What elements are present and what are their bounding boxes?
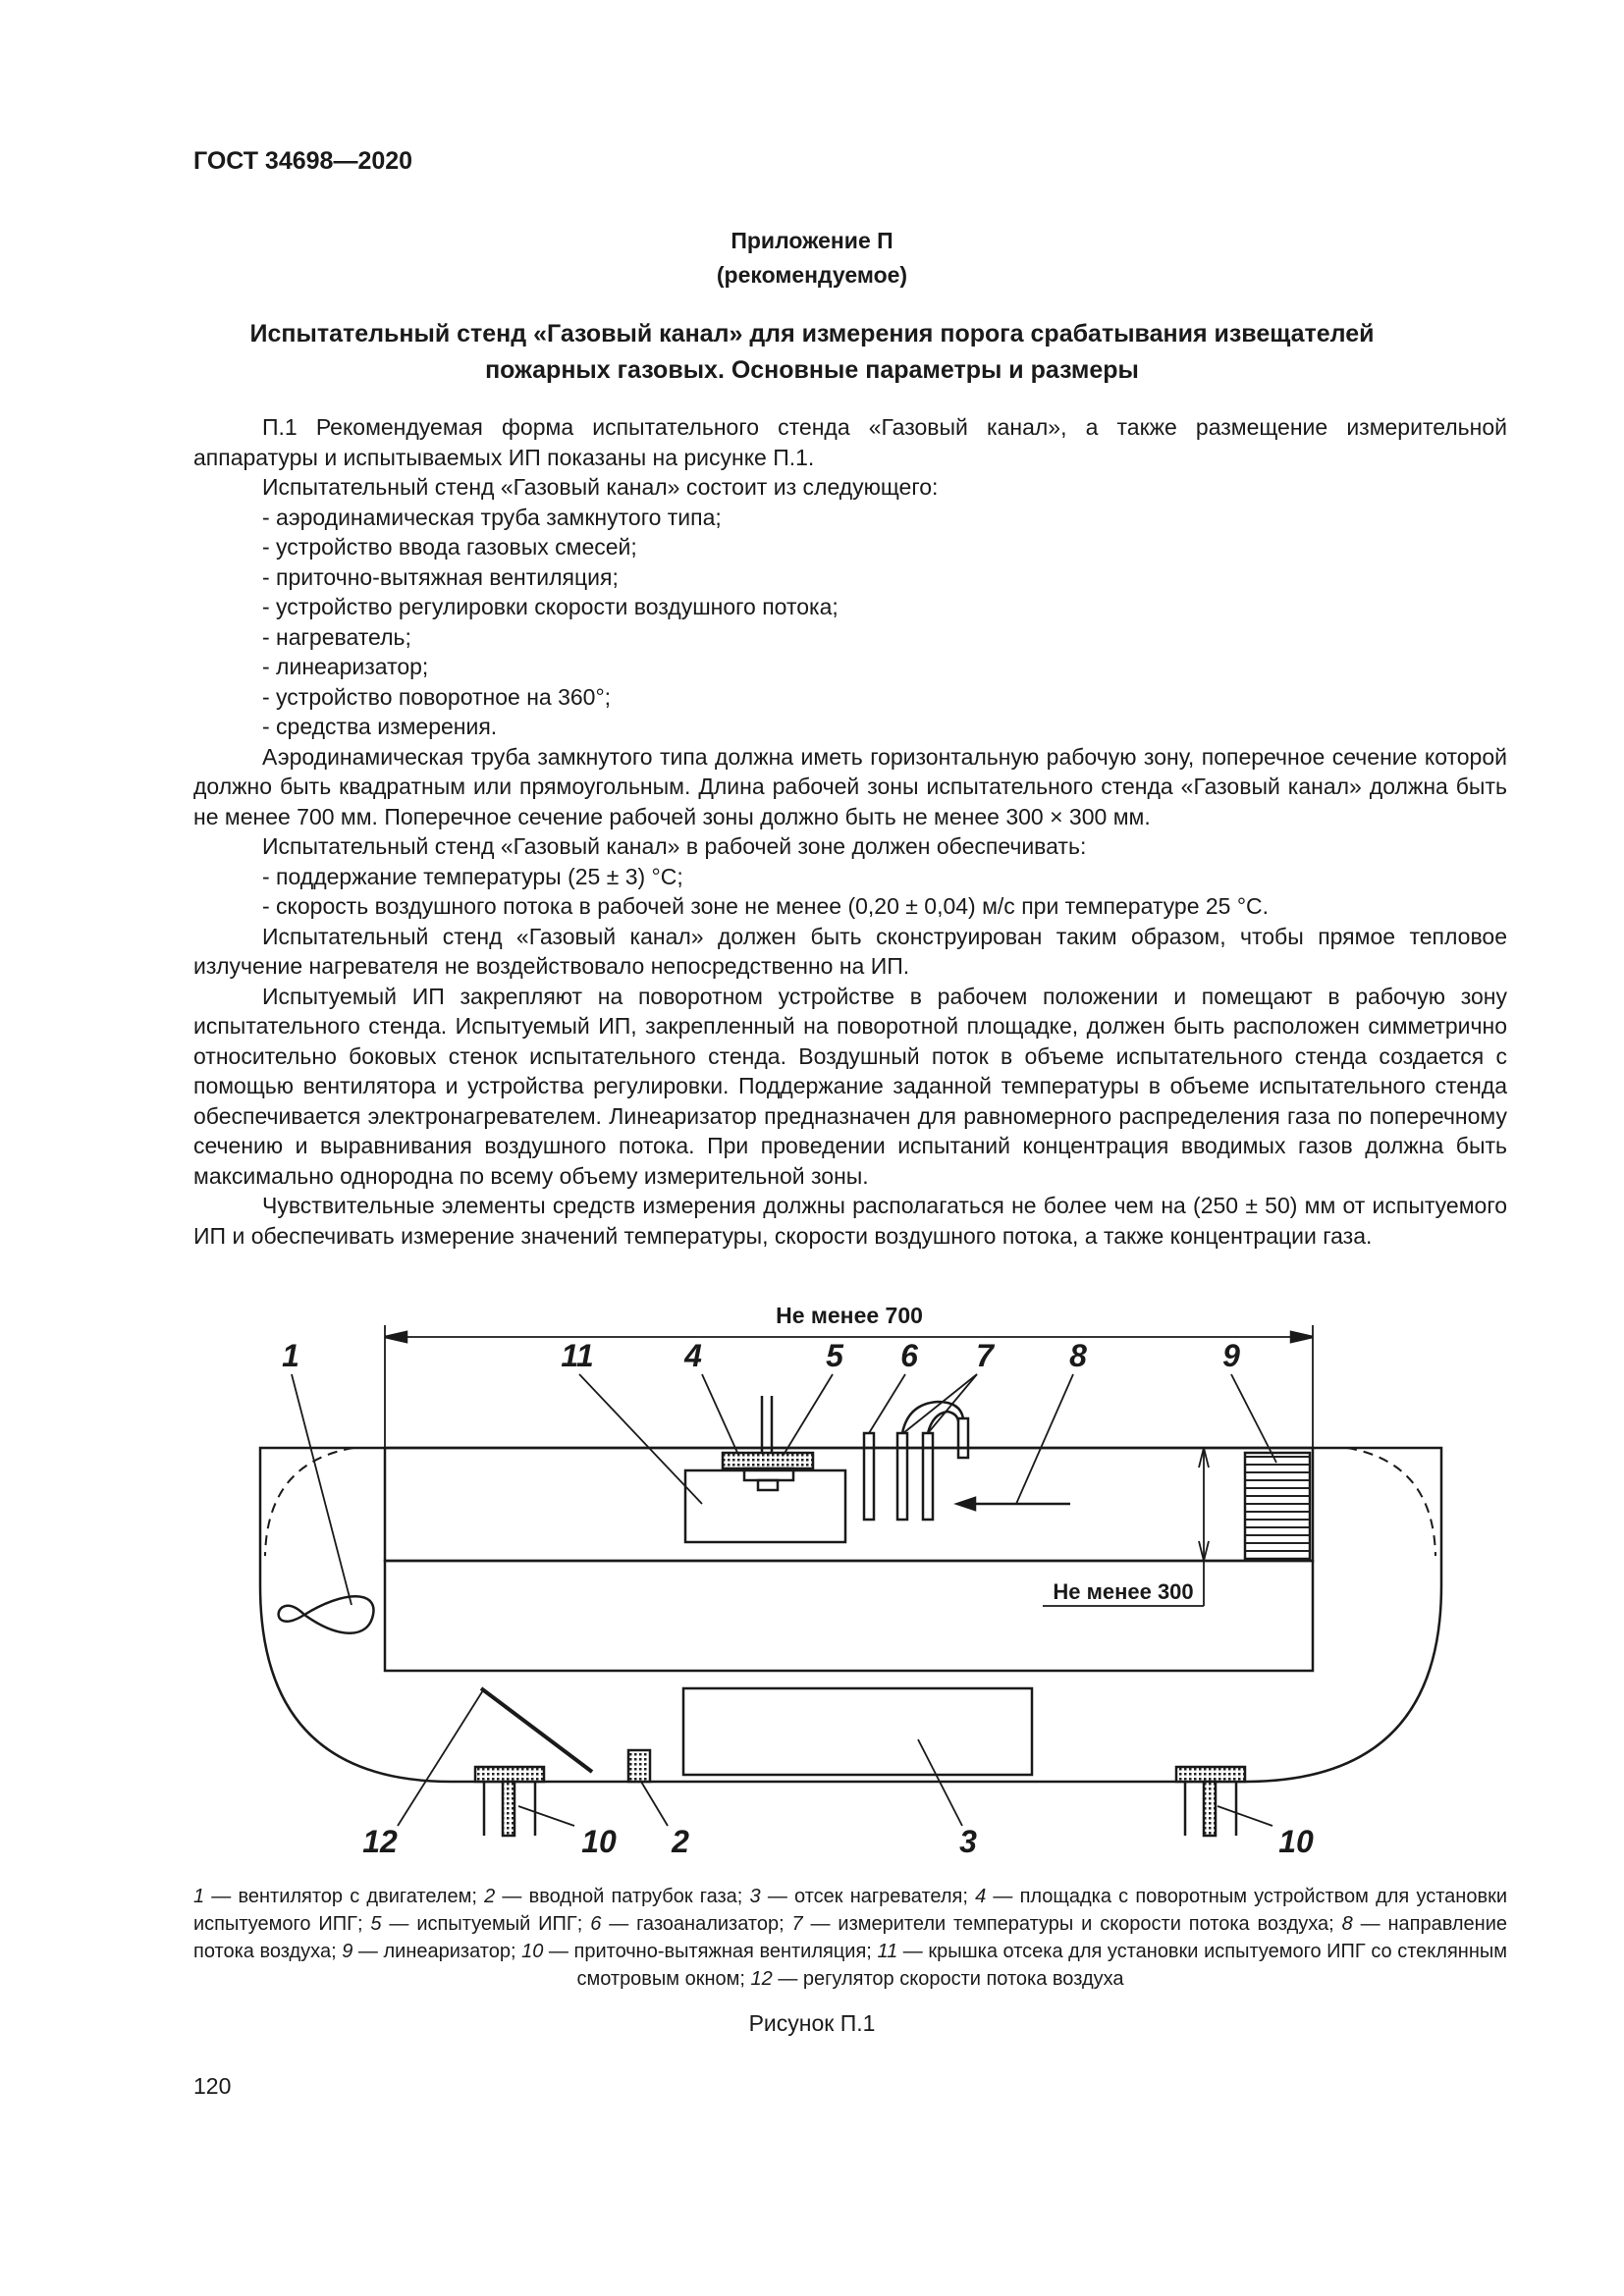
gas-analyzer	[864, 1433, 874, 1520]
gas-inlet	[628, 1750, 650, 1782]
list-item: - аэродинамическая труба замкнутого типа;	[262, 504, 722, 530]
caption-num: 4	[975, 1886, 987, 1907]
test-stand-diagram	[0, 1296, 1624, 1855]
callout-5: 5	[826, 1338, 843, 1373]
caption-num: 6	[590, 1913, 602, 1935]
caption-text: — испытуемый ИПГ;	[381, 1913, 591, 1935]
working-zone	[385, 1448, 1313, 1561]
callout-12: 12	[362, 1824, 398, 1855]
paragraph: Испытательный стенд «Газовый канал» в рабочей зоне должен обеспечивать:	[262, 833, 1087, 859]
callout-4: 4	[684, 1338, 702, 1373]
caption-num: 1	[193, 1886, 205, 1907]
caption-text: — регулятор скорости потока воздуха	[772, 1968, 1124, 1990]
callout-2: 2	[672, 1824, 689, 1855]
callout-10-left: 10	[581, 1824, 617, 1855]
list-item: - линеаризатор;	[262, 654, 429, 679]
figure-caption	[193, 1883, 1507, 1993]
caption-text: — газоанализатор;	[601, 1913, 792, 1935]
caption-num: 11	[877, 1941, 898, 1962]
section-title-line1: Испытательный стенд «Газовый канал» для измерения порога срабатывания извещателей	[249, 320, 1375, 347]
figure-label: Рисунок П.1	[748, 2010, 876, 2036]
paragraph: Испытательный стенд «Газовый канал» состоит из следующего:	[262, 474, 939, 500]
callout-10-right: 10	[1278, 1824, 1314, 1855]
appendix-status: (рекомендуемое)	[716, 262, 908, 288]
body-text	[193, 412, 1507, 1251]
caption-num: 3	[749, 1886, 761, 1907]
caption-num: 10	[521, 1941, 544, 1962]
document-header: ГОСТ 34698—2020	[193, 147, 413, 175]
paragraph: Испытательный стенд «Газовый канал» должен быть сконструирован таким образом, чтобы прямое тепловое излучение нагревателя не воздействовало непосредственно на ИП.	[193, 923, 1507, 979]
caption-text: — измерители температуры и скорости потока воздуха;	[802, 1913, 1342, 1935]
list-item: - средства измерения.	[262, 714, 498, 739]
callout-3: 3	[959, 1824, 977, 1855]
heater-compartment	[683, 1688, 1032, 1775]
caption-text: — линеаризатор;	[352, 1941, 522, 1962]
caption-num: 5	[370, 1913, 382, 1935]
paragraph: Аэродинамическая труба замкнутого типа должна иметь горизонтальную рабочую зону, поперечное сечение которой должно быть квадратным или прямоугольным. Длина рабочей зоны испытательного стенда «Газовый канал» должна быть не менее 700 мм. Поперечное сечение рабочей зоны должно быть не менее 300 × 300 мм.	[193, 743, 1507, 829]
dim-length-label: Не менее 700	[776, 1303, 923, 1328]
caption-text: — вводной патрубок газа;	[495, 1886, 750, 1907]
figure-p1	[0, 1296, 1624, 1855]
callout-8: 8	[1069, 1338, 1087, 1373]
callout-11: 11	[561, 1338, 594, 1373]
caption-num: 7	[791, 1913, 803, 1935]
section-title-line2: пожарных газовых. Основные параметры и размеры	[485, 356, 1139, 384]
paragraph: П.1 Рекомендуемая форма испытательного стенда «Газовый канал», а также размещение измерительной аппаратуры и испытываемых ИП показаны на рисунке П.1.	[193, 414, 1507, 470]
caption-text: — крышка отсека для установки испытуемого ИПГ со стеклянным смотровым окном;	[576, 1941, 1507, 1990]
caption-text: — приточно-вытяжная вентиляция;	[543, 1941, 878, 1962]
callout-9: 9	[1222, 1338, 1240, 1373]
section-title	[196, 316, 1428, 389]
caption-num: 9	[342, 1941, 353, 1962]
dim-height-label: Не менее 300	[1053, 1579, 1194, 1604]
linearizer	[1245, 1453, 1310, 1559]
lower-duct	[385, 1561, 1313, 1671]
list-item: - скорость воздушного потока в рабочей зоне не менее (0,20 ± 0,04) м/с при температуре 25 °С.	[262, 893, 1270, 919]
fan-icon	[279, 1596, 374, 1633]
page-number: 120	[193, 2073, 232, 2099]
caption-text: — направление потока воздуха;	[193, 1913, 1508, 1962]
callout-7: 7	[976, 1338, 994, 1373]
caption-text: — отсек нагревателя;	[760, 1886, 976, 1907]
list-item: - устройство поворотное на 360°;	[262, 683, 612, 710]
list-item: - устройство регулировки скорости воздушного потока;	[262, 594, 839, 619]
caption-num: 12	[750, 1968, 773, 1990]
callout-1: 1	[282, 1338, 299, 1373]
list-item: - поддержание температуры (25 ± 3) °С;	[262, 863, 683, 889]
list-item: - нагреватель;	[262, 623, 411, 650]
appendix-heading	[0, 224, 1624, 293]
paragraph: Чувствительные элементы средств измерения должны располагаться не более чем на (250 ± 50) мм от испытуемого ИП и обеспечивать измерение значений температуры, скорости воздушного потока, а также концентрации газа.	[193, 1193, 1507, 1249]
caption-text: — площадка с поворотным устройством для установки испытуемого ИПГ;	[193, 1886, 1507, 1935]
appendix-title: Приложение П	[731, 228, 893, 253]
caption-text: — вентилятор с двигателем;	[204, 1886, 485, 1907]
callout-6: 6	[900, 1338, 918, 1373]
paragraph: Испытуемый ИП закрепляют на поворотном устройстве в рабочем положении и помещают в рабочую зону испытательного стенда. Испытуемый ИП, закрепленный на поворотной площадке, должен быть расположен симметрично относительно боковых стенок испытательного стенда. Воздушный поток в объеме испытательного стенда создается с помощью вентилятора и устройства регулировки. Поддержание заданной температуры в объеме испытательного стенда обеспечивается электронагревателем. Линеаризатор предназначен для равномерного распределения газа по поперечному сечению и выравнивания воздушного потока. При проведении испытаний концентрация вводимых газов должна быть максимально однородна по всему объему измерительной зоны.	[193, 983, 1507, 1189]
list-item: - устройство ввода газовых смесей;	[262, 534, 637, 560]
list-item: - приточно-вытяжная вентиляция;	[262, 563, 619, 590]
caption-num: 8	[1341, 1913, 1353, 1935]
caption-num: 2	[484, 1886, 496, 1907]
